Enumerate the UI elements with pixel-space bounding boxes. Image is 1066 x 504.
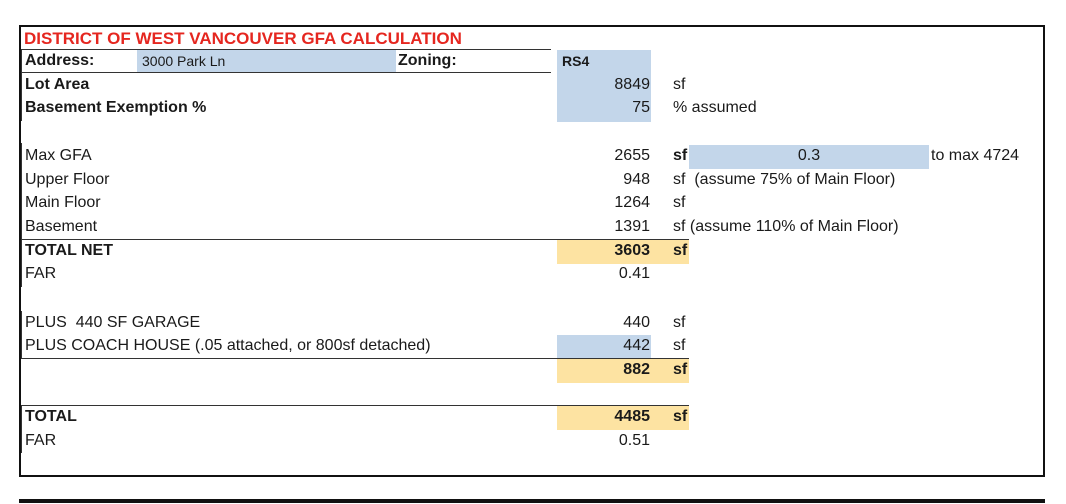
far-total-label: FAR xyxy=(25,432,57,449)
extras-subtotal-value: 882 xyxy=(623,361,650,378)
coach-house-label: PLUS COACH HOUSE (.05 attached, or 800sf detached) xyxy=(25,337,431,354)
far-net-label: FAR xyxy=(25,265,57,282)
basement-exemption-note: % assumed xyxy=(673,99,757,116)
gfa-ratio-note: to max 4724 xyxy=(931,147,1020,164)
extras-left-border xyxy=(21,311,22,359)
header-left-border xyxy=(21,49,22,121)
spreadsheet-frame xyxy=(19,25,1045,477)
coach-house-value[interactable]: 442 xyxy=(623,337,650,354)
address-row-divider xyxy=(21,72,551,73)
main-floor-value: 1264 xyxy=(614,194,650,211)
total-unit: sf xyxy=(673,408,688,425)
garage-label: PLUS 440 SF GARAGE xyxy=(25,314,201,331)
total-label: TOTAL xyxy=(25,408,77,425)
far-net-value: 0.41 xyxy=(618,265,650,282)
total-net-label: TOTAL NET xyxy=(25,242,113,259)
lot-area-value[interactable]: 8849 xyxy=(614,76,650,93)
garage-value: 440 xyxy=(623,314,650,331)
upper-floor-value: 948 xyxy=(623,171,650,188)
far-total-value: 0.51 xyxy=(618,432,650,449)
main-floor-unit: sf xyxy=(673,194,686,211)
upper-floor-label: Upper Floor xyxy=(25,171,110,188)
gfa-ratio-value[interactable]: 0.3 xyxy=(797,147,821,164)
sheet-title: DISTRICT OF WEST VANCOUVER GFA CALCULATION xyxy=(24,29,462,48)
address-label: Address: xyxy=(25,52,95,69)
total-net-value: 3603 xyxy=(614,242,650,259)
total-value: 4485 xyxy=(614,408,650,425)
basement-floor-note: sf (assume 110% of Main Floor) xyxy=(673,218,899,235)
zoning-label: Zoning: xyxy=(398,52,457,69)
max-gfa-label: Max GFA xyxy=(25,147,92,164)
total-top-border xyxy=(21,405,689,406)
total-net-top-border xyxy=(21,239,689,240)
basement-floor-label: Basement xyxy=(25,218,98,235)
lot-area-unit: sf xyxy=(673,76,686,93)
totals-left-border xyxy=(21,405,22,453)
total-net-unit: sf xyxy=(673,242,688,259)
zoning-value[interactable]: RS4 xyxy=(562,53,590,69)
max-gfa-unit: sf xyxy=(673,147,688,164)
basement-exemption-label: Basement Exemption % xyxy=(25,99,207,116)
address-value[interactable]: 3000 Park Ln xyxy=(142,53,226,69)
bottom-rule xyxy=(19,499,1045,503)
header-divider xyxy=(21,49,551,50)
extras-subtotal-unit: sf xyxy=(673,361,688,378)
max-gfa-value: 2655 xyxy=(614,147,650,164)
lot-area-label: Lot Area xyxy=(25,76,90,93)
garage-unit: sf xyxy=(673,314,686,331)
basement-exemption-value[interactable]: 75 xyxy=(632,99,650,116)
subtotal-top-border xyxy=(21,358,689,359)
calc-left-border xyxy=(21,143,22,287)
basement-floor-value: 1391 xyxy=(614,218,650,235)
upper-floor-note: sf (assume 75% of Main Floor) xyxy=(673,171,896,188)
coach-house-unit: sf xyxy=(673,337,686,354)
main-floor-label: Main Floor xyxy=(25,194,101,211)
